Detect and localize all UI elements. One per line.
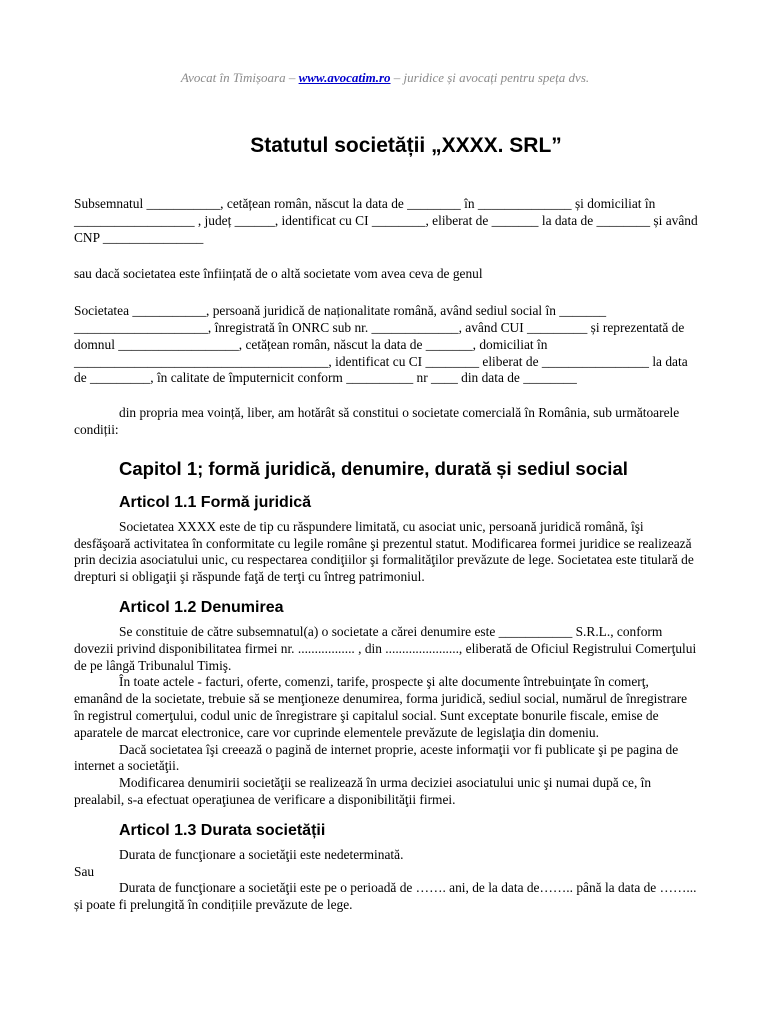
article-1-3-heading: Articol 1.3 Durata societății — [119, 821, 326, 839]
intro-paragraph-3: Societatea ___________, persoană juridică de naționalitate română, având sediul social în _______ ____________________, înregistrată în ONRC sub nr. _____________, având CUI _________ și reprezentată de domnul __________________, cetățean român, născut la data de _______, domiciliat în ______________________________________, identificat cu CI ________ eliberat de ________________ la data de _________, în calitate de împuternicit conform __________ nr ____ din data de ________ — [74, 303, 688, 386]
article-1-3-paragraph-1: Durata de funcţionare a societăţii este nedeterminată. — [119, 846, 404, 862]
document-title: Statutul societății „XXXX. SRL” — [250, 134, 562, 157]
article-1-2-paragraph-2: În toate actele - facturi, oferte, comenzi, tarife, prospecte şi alte documente întrebuinţate în comerţ, emanând de la societate, trebuie să se menţioneze denumirea, forma juridică, sediul social, numărul de înregistrare în registrul comerţului, codul unic de înregistrare şi capitalul social. Sunt exceptate bonurile fiscale, emise de aparatele de marcat electronice, care vor cuprinde elementele prevăzute de legislaţia din domeniu. — [74, 674, 688, 740]
article-1-1-paragraph: Societatea XXXX este de tip cu răspundere limitată, cu asociat unic, persoană juridică română, îşi desfăşoară activitatea în conformitate cu legile române şi prezentul statut. Modificarea formei juridice se realizează prin decizia asociatului unic, cu respectarea condiţiilor şi formalităţilor prevăzute de lege. Societatea este titulară de drepturi si obligaţii şi răspunde faţă de terţi cu întreg patrimoniul. — [74, 518, 694, 585]
chapter-1-heading: Capitol 1; formă juridică, denumire, durată și sediul social — [119, 457, 628, 479]
document-body — [74, 196, 699, 914]
intro-paragraph-2: sau dacă societatea este înființată de o altă societate vom avea ceva de genul — [74, 266, 483, 282]
article-1-3-paragraph-2: Sau — [74, 863, 95, 879]
header-suffix: – juridice și avocați pentru speța dvs. — [390, 70, 590, 85]
article-1-2-paragraph-1: Se constituie de către subsemnatul(a) o societate a cărei denumire este ___________ S.R.L., conform dovezii privind disponibilitatea firmei nr. ................. , din ......................, eliberată de Oficiul Registrului Comerţului de pe lângă Tribunalul Timiş. — [74, 623, 697, 673]
article-1-3-paragraph-3: Durata de funcţionare a societăţii este pe o perioadă de ……. ani, de la data de…….. până la data de ……... și poate fi prelungită în condițiile prevăzute de lege. — [74, 880, 697, 913]
intro-paragraph-4: din propria mea voință, liber, am hotărât să constitui o societate comercială în România, sub următoarele condiții: — [74, 405, 680, 437]
article-1-1-heading: Articol 1.1 Formă juridică — [119, 493, 312, 511]
intro-paragraph-1: Subsemnatul ___________, cetățean român, născut la data de ________ în ______________ și domiciliat în __________________ , județ ______, identificat cu CI ________, eliberat de _______ la data de ________ și având CNP _______________ — [74, 196, 698, 245]
article-1-2-paragraph-4: Modificarea denumirii societăţii se realizează în urma deciziei asociatului unic şi numai după ce, în prealabil, s-a efectuat operaţiunea de verificare a disponibilităţii firmei. — [74, 775, 652, 807]
page-header — [0, 70, 770, 86]
article-1-2-paragraph-3: Dacă societatea îşi creează o pagină de internet proprie, aceste informaţii vor fi publicate şi pe pagina de internet a societăţii. — [74, 741, 679, 774]
header-link[interactable]: www.avocatim.ro — [298, 70, 391, 85]
header-prefix: Avocat în Timișoara – — [180, 70, 299, 85]
article-1-2-heading: Articol 1.2 Denumirea — [119, 598, 284, 616]
